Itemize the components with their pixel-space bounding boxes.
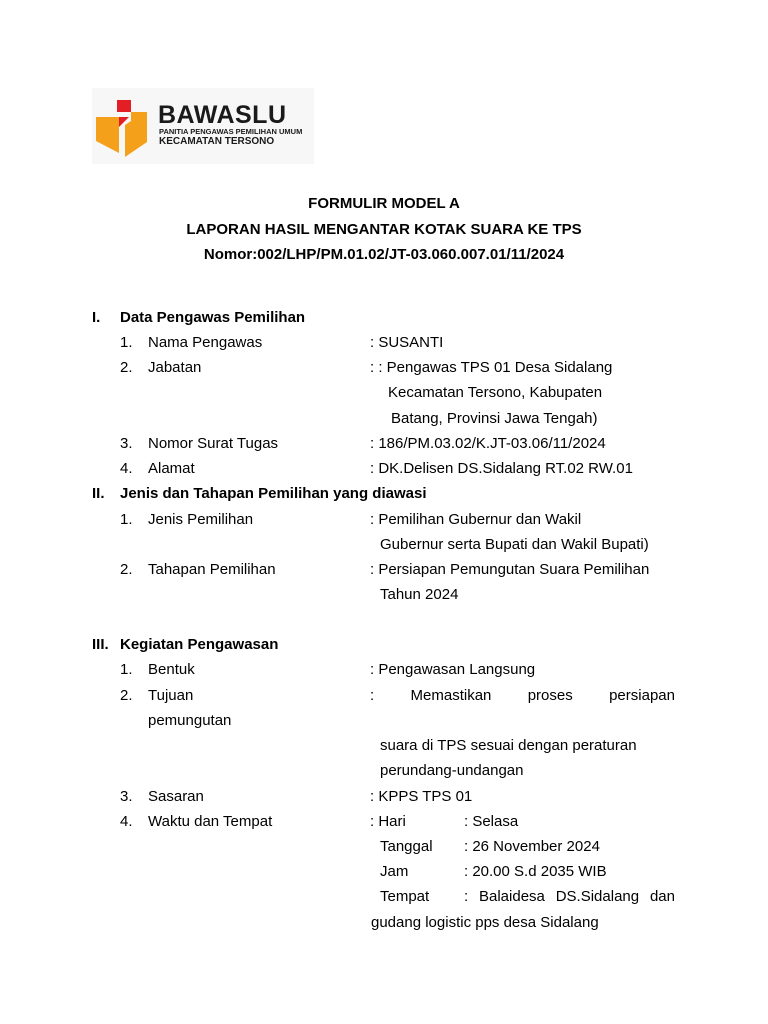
field-label: Tahapan Pemilihan bbox=[148, 561, 276, 578]
field-value: : SUSANTI bbox=[370, 334, 444, 351]
field-label-continuation: pemungutan bbox=[148, 712, 232, 729]
item-number: 4. bbox=[120, 813, 133, 830]
item-number: 3. bbox=[120, 788, 133, 805]
field-label: Alamat bbox=[148, 460, 195, 477]
bawaslu-logo bbox=[92, 88, 314, 164]
section-2-title: Jenis dan Tahapan Pemilihan yang diawasi bbox=[120, 485, 427, 502]
report-number: Nomor:002/LHP/PM.01.02/JT-03.060.007.01/11/2024 bbox=[203, 246, 565, 263]
field-value: : Persiapan Pemungutan Suara Pemilihan bbox=[370, 561, 650, 578]
schedule-hari-label: : Hari bbox=[370, 813, 406, 830]
field-value: : Pemilihan Gubernur dan Wakil bbox=[370, 511, 582, 528]
schedule-tempat-value bbox=[464, 888, 675, 906]
logo-name: BAWASLU bbox=[158, 101, 287, 129]
section-3-number: III. bbox=[92, 636, 109, 653]
field-value: : Pengawasan Langsung bbox=[370, 661, 536, 678]
logo-district: KECAMATAN TERSONO bbox=[159, 136, 275, 147]
field-label: Jenis Pemilihan bbox=[148, 511, 254, 528]
section-3-title: Kegiatan Pengawasan bbox=[120, 636, 279, 653]
item-number: 1. bbox=[120, 511, 133, 528]
field-value: : : Pengawas TPS 01 Desa Sidalang bbox=[370, 359, 613, 376]
colon: : bbox=[464, 888, 469, 905]
field-label: Tujuan bbox=[148, 687, 194, 704]
field-value-continuation: Tahun 2024 bbox=[380, 586, 459, 603]
field-label: Bentuk bbox=[148, 661, 195, 678]
schedule-hari-value: : Selasa bbox=[464, 813, 519, 830]
word: DS.Sidalang bbox=[555, 888, 640, 905]
item-number: 3. bbox=[120, 435, 133, 452]
schedule-tempat-continuation: gudang logistic pps desa Sidalang bbox=[371, 914, 599, 931]
field-value-continuation: perundang-undangan bbox=[380, 762, 524, 779]
field-label: Waktu dan Tempat bbox=[148, 813, 273, 830]
section-1-number: I. bbox=[92, 309, 101, 326]
field-value-continuation: Kecamatan Tersono, Kabupaten bbox=[388, 384, 603, 401]
field-value-continuation: Batang, Provinsi Jawa Tengah) bbox=[391, 410, 598, 427]
schedule-jam-label: Jam bbox=[380, 863, 409, 880]
field-label: Jabatan bbox=[148, 359, 202, 376]
word: persiapan bbox=[609, 687, 675, 704]
item-number: 2. bbox=[120, 359, 133, 376]
word: Balaidesa bbox=[479, 888, 545, 905]
word: Memastikan bbox=[410, 687, 492, 704]
field-value-continuation: suara di TPS sesuai dengan peraturan bbox=[380, 737, 637, 754]
report-title: LAPORAN HASIL MENGANTAR KOTAK SUARA KE TPS bbox=[186, 221, 582, 238]
item-number: 1. bbox=[120, 661, 133, 678]
word: proses bbox=[527, 687, 573, 704]
field-value: : KPPS TPS 01 bbox=[370, 788, 473, 805]
item-number: 2. bbox=[120, 561, 133, 578]
schedule-jam-value: : 20.00 S.d 2035 WIB bbox=[464, 863, 607, 880]
schedule-tempat-label: Tempat bbox=[380, 888, 430, 905]
item-number: 4. bbox=[120, 460, 133, 477]
item-number: 1. bbox=[120, 334, 133, 351]
item-number: 2. bbox=[120, 687, 133, 704]
field-label: Nama Pengawas bbox=[148, 334, 263, 351]
field-value: : DK.Delisen DS.Sidalang RT.02 RW.01 bbox=[370, 460, 633, 477]
section-2-number: II. bbox=[92, 485, 105, 502]
field-value-justified bbox=[370, 687, 675, 705]
bawaslu-emblem-icon bbox=[95, 97, 155, 157]
field-value: : 186/PM.03.02/K.JT-03.06/11/2024 bbox=[370, 435, 606, 452]
colon: : bbox=[370, 687, 375, 704]
field-value-continuation: Gubernur serta Bupati dan Wakil Bupati) bbox=[380, 536, 649, 553]
word: dan bbox=[649, 888, 675, 905]
section-1-title: Data Pengawas Pemilihan bbox=[120, 309, 306, 326]
form-title: FORMULIR MODEL A bbox=[308, 195, 460, 212]
schedule-tanggal-label: Tanggal bbox=[380, 838, 433, 855]
schedule-tanggal-value: : 26 November 2024 bbox=[464, 838, 600, 855]
logo-subtitle: PANITIA PENGAWAS PEMILIHAN UMUM bbox=[159, 127, 303, 136]
field-label: Nomor Surat Tugas bbox=[148, 435, 279, 452]
field-label: Sasaran bbox=[148, 788, 204, 805]
